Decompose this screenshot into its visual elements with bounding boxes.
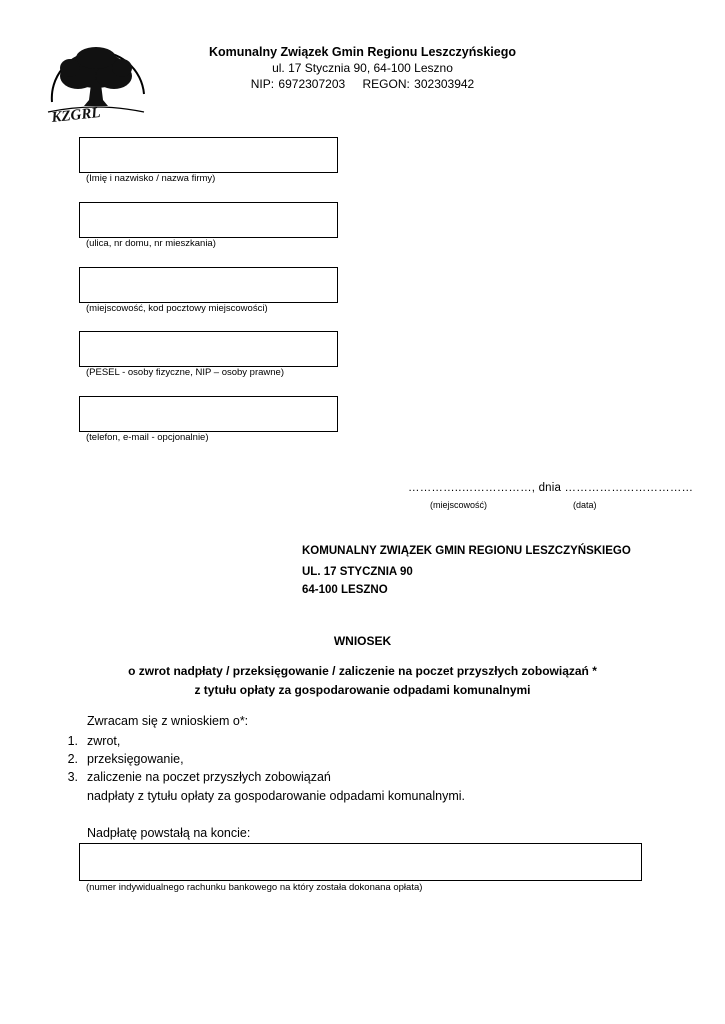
- organization-address: ul. 17 Stycznia 90, 64-100 Leszno: [272, 61, 453, 75]
- option-number: 3.: [67, 770, 78, 784]
- name-field-label: (Imię i nazwisko / nazwa firmy): [86, 173, 216, 184]
- request-intro: Zwracam się z wnioskiem o*:: [87, 714, 249, 728]
- contact-field-label: (telefon, e-mail - opcjonalnie): [86, 432, 209, 443]
- pesel-nip-field-label: (PESEL - osoby fizyczne, NIP – osoby prawne): [86, 367, 285, 378]
- organization-name: Komunalny Związek Gmin Regionu Leszczyńskiego: [208, 45, 516, 59]
- option-number: 2.: [67, 752, 78, 766]
- document-subtitle-line1: o zwrot nadpłaty / przeksięgowanie / zaliczenie na poczet przyszłych zobowiązań *: [128, 664, 597, 678]
- option-refund[interactable]: zwrot,: [87, 734, 121, 748]
- place-date-line[interactable]: …………..………………, dnia ……………………………: [408, 482, 694, 494]
- bank-account-field[interactable]: [79, 843, 642, 881]
- logo-text: KZGRL: [50, 104, 102, 126]
- recipient-street: UL. 17 STYCZNIA 90: [302, 566, 413, 578]
- pesel-nip-field[interactable]: [79, 331, 338, 367]
- city-field[interactable]: [79, 267, 338, 303]
- document-subtitle-line2: z tytułu opłaty za gospodarowanie odpadami komunalnymi: [194, 683, 531, 697]
- place-caption: (miejscowość): [430, 500, 488, 510]
- account-intro: Nadpłatę powstałą na koncie:: [87, 826, 251, 840]
- contact-field[interactable]: [79, 396, 338, 432]
- recipient-name: KOMUNALNY ZWIĄZEK GMIN REGIONU LESZCZYŃSKIEGO: [302, 545, 631, 557]
- document-title: WNIOSEK: [333, 634, 392, 648]
- street-field[interactable]: [79, 202, 338, 238]
- option-rebooking[interactable]: przeksięgowanie,: [87, 752, 184, 766]
- name-field[interactable]: [79, 137, 338, 173]
- recipient-city: 64-100 LESZNO: [302, 584, 388, 596]
- option-future-liabilities[interactable]: zaliczenie na poczet przyszłych zobowiązań: [87, 770, 331, 784]
- organization-tax-ids: NIP: 6972307203 REGON: 302303942: [250, 77, 475, 91]
- option-number: 1.: [67, 734, 78, 748]
- date-caption: (data): [573, 500, 597, 510]
- request-closing: nadpłaty z tytułu opłaty za gospodarowanie odpadami komunalnymi.: [87, 789, 466, 803]
- street-field-label: (ulica, nr domu, nr mieszkania): [86, 238, 216, 249]
- city-field-label: (miejscowość, kod pocztowy miejscowości): [86, 303, 268, 314]
- bank-account-caption: (numer indywidualnego rachunku bankowego na który została dokonana opłata): [86, 882, 423, 893]
